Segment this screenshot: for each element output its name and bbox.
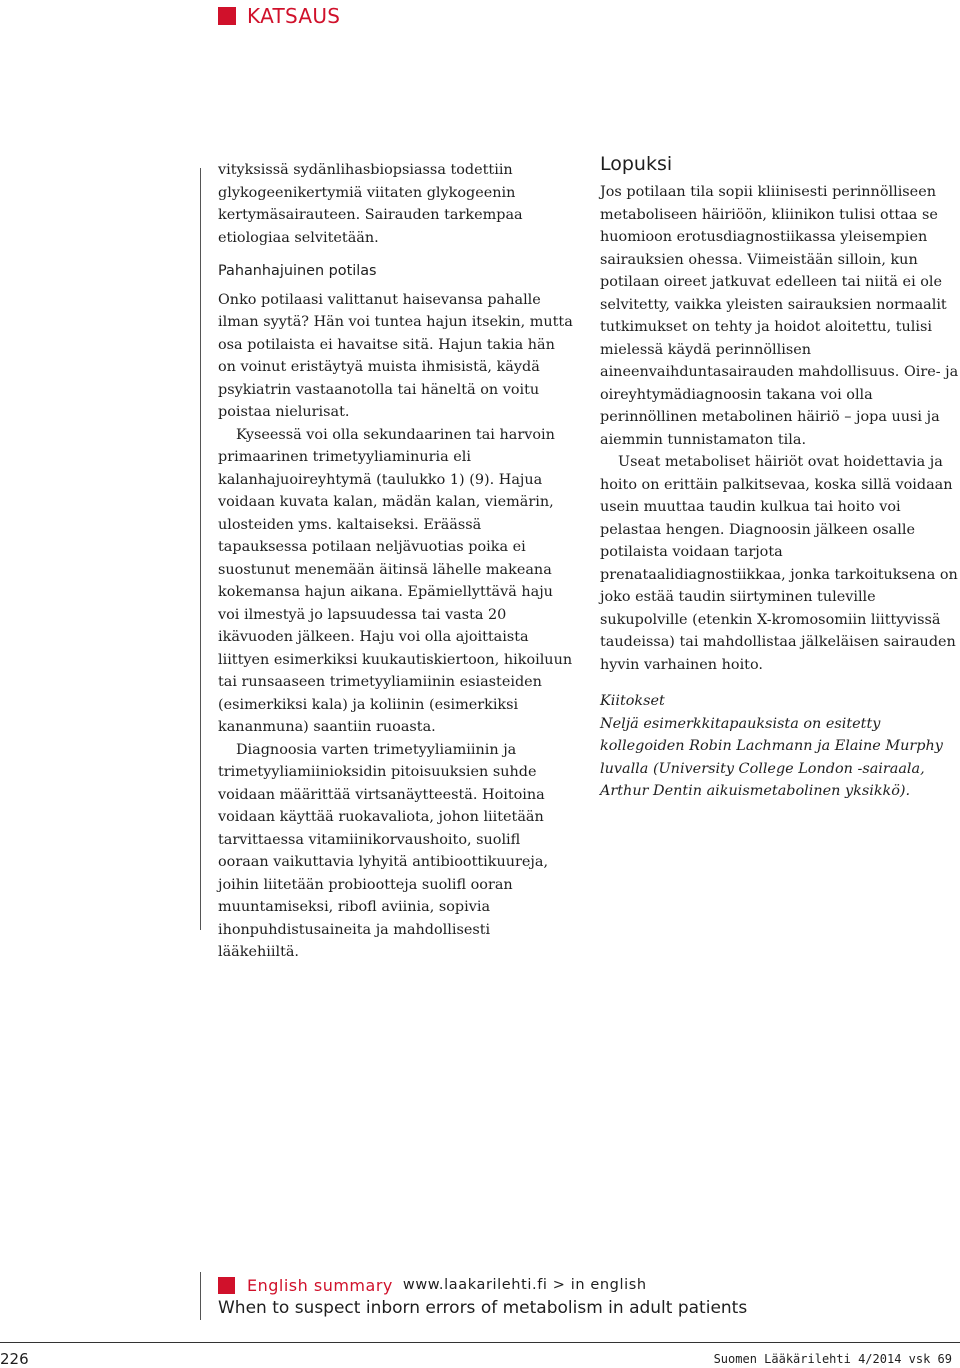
acknowledgements (600, 690, 960, 803)
english-summary-label: English summary (247, 1275, 393, 1295)
right-column (600, 181, 960, 803)
section-header (218, 2, 340, 30)
summary-title: When to suspect inborn errors of metabolism in adult patients (218, 1298, 748, 1318)
summary-url-link[interactable]: www.laakarilehti.fi > in english (402, 1277, 647, 1293)
section-label: KATSAUS (247, 4, 341, 28)
footer-rule (0, 1342, 960, 1343)
section-heading: Lopuksi (600, 153, 673, 175)
paragraph: vityksissä sydänlihasbiopsiassa todettiin glykogeenikertymiä viitaten glykogeenin kertymäsairauteen. Sairauden tarkempaa etiologiaa selvitetään. (218, 162, 523, 246)
paragraph: Useat metaboliset häiriöt ovat hoidettavia ja hoito on erittäin palkitsevaa, koska sillä voidaan usein muuttaa taudin kulkua tai hoito voi pelastaa hengen. Diagnoosin jälkeen osalle potilaista voidaan tarjota prenataalidiagnostiikkaa, jonka tarkoituksena on joko estää taudin siirtyminen tuleville sukupolville (etenkin X-kromosomiin liittyvissä taudeissa) tai mahdollistaa jälkeläisen sairauden hyvin varhainen hoito. (600, 454, 958, 673)
paragraph: Onko potilaasi valittanut haisevansa pahalle ilman syytä? Hän voi tuntea hajun itsekin, mutta osa potilaista ei havaitse sitä. Hajun takia hän on voinut eristäytyä muista ihmisistä, käydä psykiatrin vastaanotolla tai häneltä on voitu poistaa nielurisat. (218, 291, 573, 420)
column-rule-top (200, 168, 201, 930)
paragraph: Diagnoosia varten trimetyyliamiinin ja trimetyyliamiinioksidin pitoisuuksien suhde voidaan määrittää virtsanäytteestä. Hoitoina voidaan käyttää ruokavaliota, johon liitetään tarvittaessa vitamiinikorvaushoito, suolifl ooraan vaikuttavia lyhyitä antibioottikuureja, joihin liitetään probiootteja suolifl ooran muuntamiseksi, ribofl aviinia, sopivia ihonpuhdistusaineita ja mahdollisesti lääkehiiltä. (218, 741, 549, 960)
acknowledgements-text: Neljä esimerkkitapauksista on esitetty kollegoiden Robin Lachmann ja Elaine Murphy luvalla (University College London -sairaala, Arthur Dentin aikuismetabolinen yksikkö). (600, 715, 943, 799)
subheading: Pahanhajuinen potilas (218, 263, 377, 279)
paragraph: Kyseessä voi olla sekundaarinen tai harvoin primaarinen trimetyyliaminuria eli kalanhajuoireyhtymä (taulukko 1) (9). Hajua voidaan kuvata kalan, mädän kalan, viemärin, ulosteiden yms. kaltaiseksi. Eräässä tapauksessa potilaan neljävuotias poika ei suostunut menemään äitinsä lähelle makeana kokemansa hajun aikana. Epämiellyttävä haju voi ilmestyä jo lapsuudessa tai vasta 20 ikävuoden jälkeen. Haju voi olla ajoittaista liittyen esimerkiksi kuukautiskiertoon, hikoiluun tai runsaaseen trimetyyliamiinin esiasteiden (esimerkiksi kala) ja koliinin (esimerkiksi kananmuna) saantiin ruoasta. (218, 426, 573, 735)
acknowledgements-title: Kiitokset (600, 693, 665, 709)
summary-marker (218, 1277, 235, 1294)
column-rule-bottom (200, 1272, 201, 1320)
section-marker (218, 7, 236, 25)
paragraph: Jos potilaan tila sopii kliinisesti perinnölliseen metaboliseen häiriöön, kliinikon tulisi ottaa se huomioon erotusdiagnostiikassa yleisempien sairauksien ohessa. Viimeistään silloin, kun potilaan oireet jatkuvat edelleen tai niitä ei ole selvitetty, vaikka yleisten sairauksien normaalit tutkimukset on tehty ja hoidot aloitettu, tulisi mielessä käydä perinnöllisen aineenvaihduntasairauden mahdollisuus. Oire- ja oireyhtymädiagnoosin takana voi olla perinnöllinen metabolinen häiriö – jopa uusi ja aiemmin tunnistamaton tila. (600, 184, 959, 448)
left-column (218, 159, 574, 964)
journal-info: Suomen Lääkärilehti 4/2014 vsk 69 (713, 1352, 952, 1366)
page-number: 226 (0, 1350, 29, 1368)
english-summary (218, 1274, 747, 1318)
